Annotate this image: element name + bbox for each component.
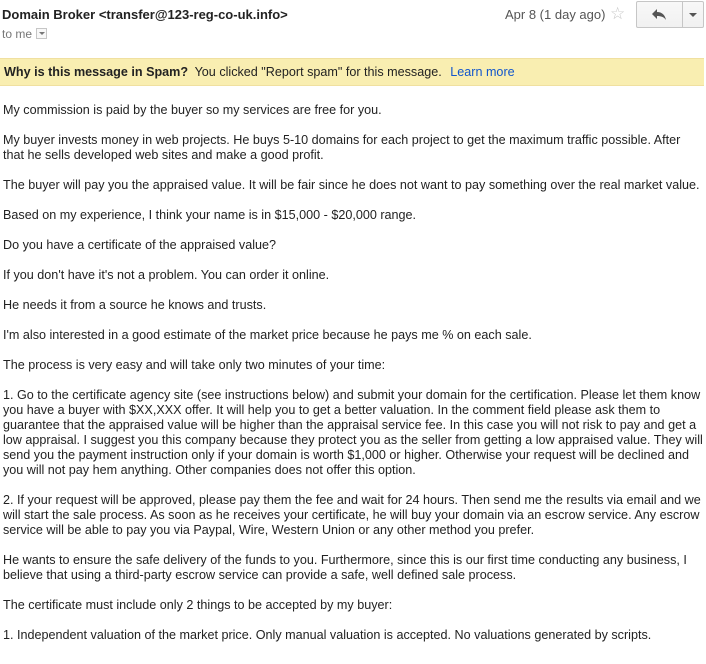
spam-reason: You clicked "Report spam" for this message. <box>194 65 442 79</box>
body-paragraph: He wants to ensure the safe delivery of the funds to you. Furthermore, since this is our first time conducting any business, I believe that using a third-party escrow service can provide a safe, well defined sale process. <box>3 553 687 582</box>
recipient-line <box>2 27 47 41</box>
body-paragraph: He needs it from a source he knows and trusts. <box>3 298 267 312</box>
star-icon[interactable]: ☆ <box>610 4 626 23</box>
message-date: Apr 8 (1 day ago) <box>505 7 606 22</box>
recipient-details-chevron-down-icon[interactable] <box>36 28 47 39</box>
body-paragraph: 1. Independent valuation of the market price. Only manual valuation is accepted. No valuations generated by scripts. <box>3 628 652 642</box>
spam-question: Why is this message in Spam? <box>4 65 189 79</box>
body-paragraph: The process is very easy and will take only two minutes of your time: <box>3 358 386 372</box>
body-paragraph: The buyer will pay you the appraised value. It will be fair since he does not want to pay something over the real market value. <box>3 178 700 192</box>
spam-notice <box>0 58 704 86</box>
more-options-button[interactable] <box>683 2 703 27</box>
body-paragraph: I'm also interested in a good estimate of the market price because he pays me % on each sale. <box>3 328 532 342</box>
sender-email[interactable]: <transfer@123-reg-co-uk.info> <box>98 7 288 22</box>
body-paragraph: If you don't have it's not a problem. You can order it online. <box>3 268 330 282</box>
body-paragraph: My commission is paid by the buyer so my services are free for you. <box>3 103 382 117</box>
reply-button[interactable] <box>637 2 683 27</box>
reply-icon <box>651 8 667 21</box>
message-header <box>0 0 706 52</box>
sender-name[interactable]: Domain Broker <box>2 7 96 22</box>
body-paragraph: 1. Go to the certificate agency site (see instructions below) and submit your domain for the certification. Please let them know you have a buyer with $XX,XXX offer. It will help you to get a better valuation. In the comment field please ask them to guarantee that the appraised value will be higher than the appraisal service fee. In this case you will not risk to pay and get a low appraisal. I suggest you this company because they protect you as the seller from getting a low appraised value. They will send you the payment instruction only if your domain is worth $1,000 or higher. Otherwise your request will be declined and you will not pay hem anything. Other companies does not offer this option. <box>3 388 703 477</box>
body-paragraph: My buyer invests money in web projects. He buys 5-10 domains for each project to get the maximum traffic possible. After that he sells developed web sites and make a good profit. <box>3 133 681 162</box>
body-paragraph: The certificate must include only 2 things to be accepted by my buyer: <box>3 598 393 612</box>
learn-more-link[interactable]: Learn more <box>450 65 515 79</box>
message-body <box>3 103 703 658</box>
sender[interactable] <box>2 7 288 22</box>
message-actions <box>636 1 704 28</box>
body-paragraph: Do you have a certificate of the appraised value? <box>3 238 277 252</box>
body-paragraph: Based on my experience, I think your name is in $15,000 - $20,000 range. <box>3 208 417 222</box>
body-paragraph: 2. If your request will be approved, please pay them the fee and wait for 24 hours. Then send me the results via email and we will start the sale process. As soon as he receives your certificate, he will buy your domain via an escrow service. Any escrow service will be able to pay you via Paypal, Wire, Western Union or any other method you prefer. <box>3 493 701 537</box>
recipient-label: to me <box>2 27 33 41</box>
